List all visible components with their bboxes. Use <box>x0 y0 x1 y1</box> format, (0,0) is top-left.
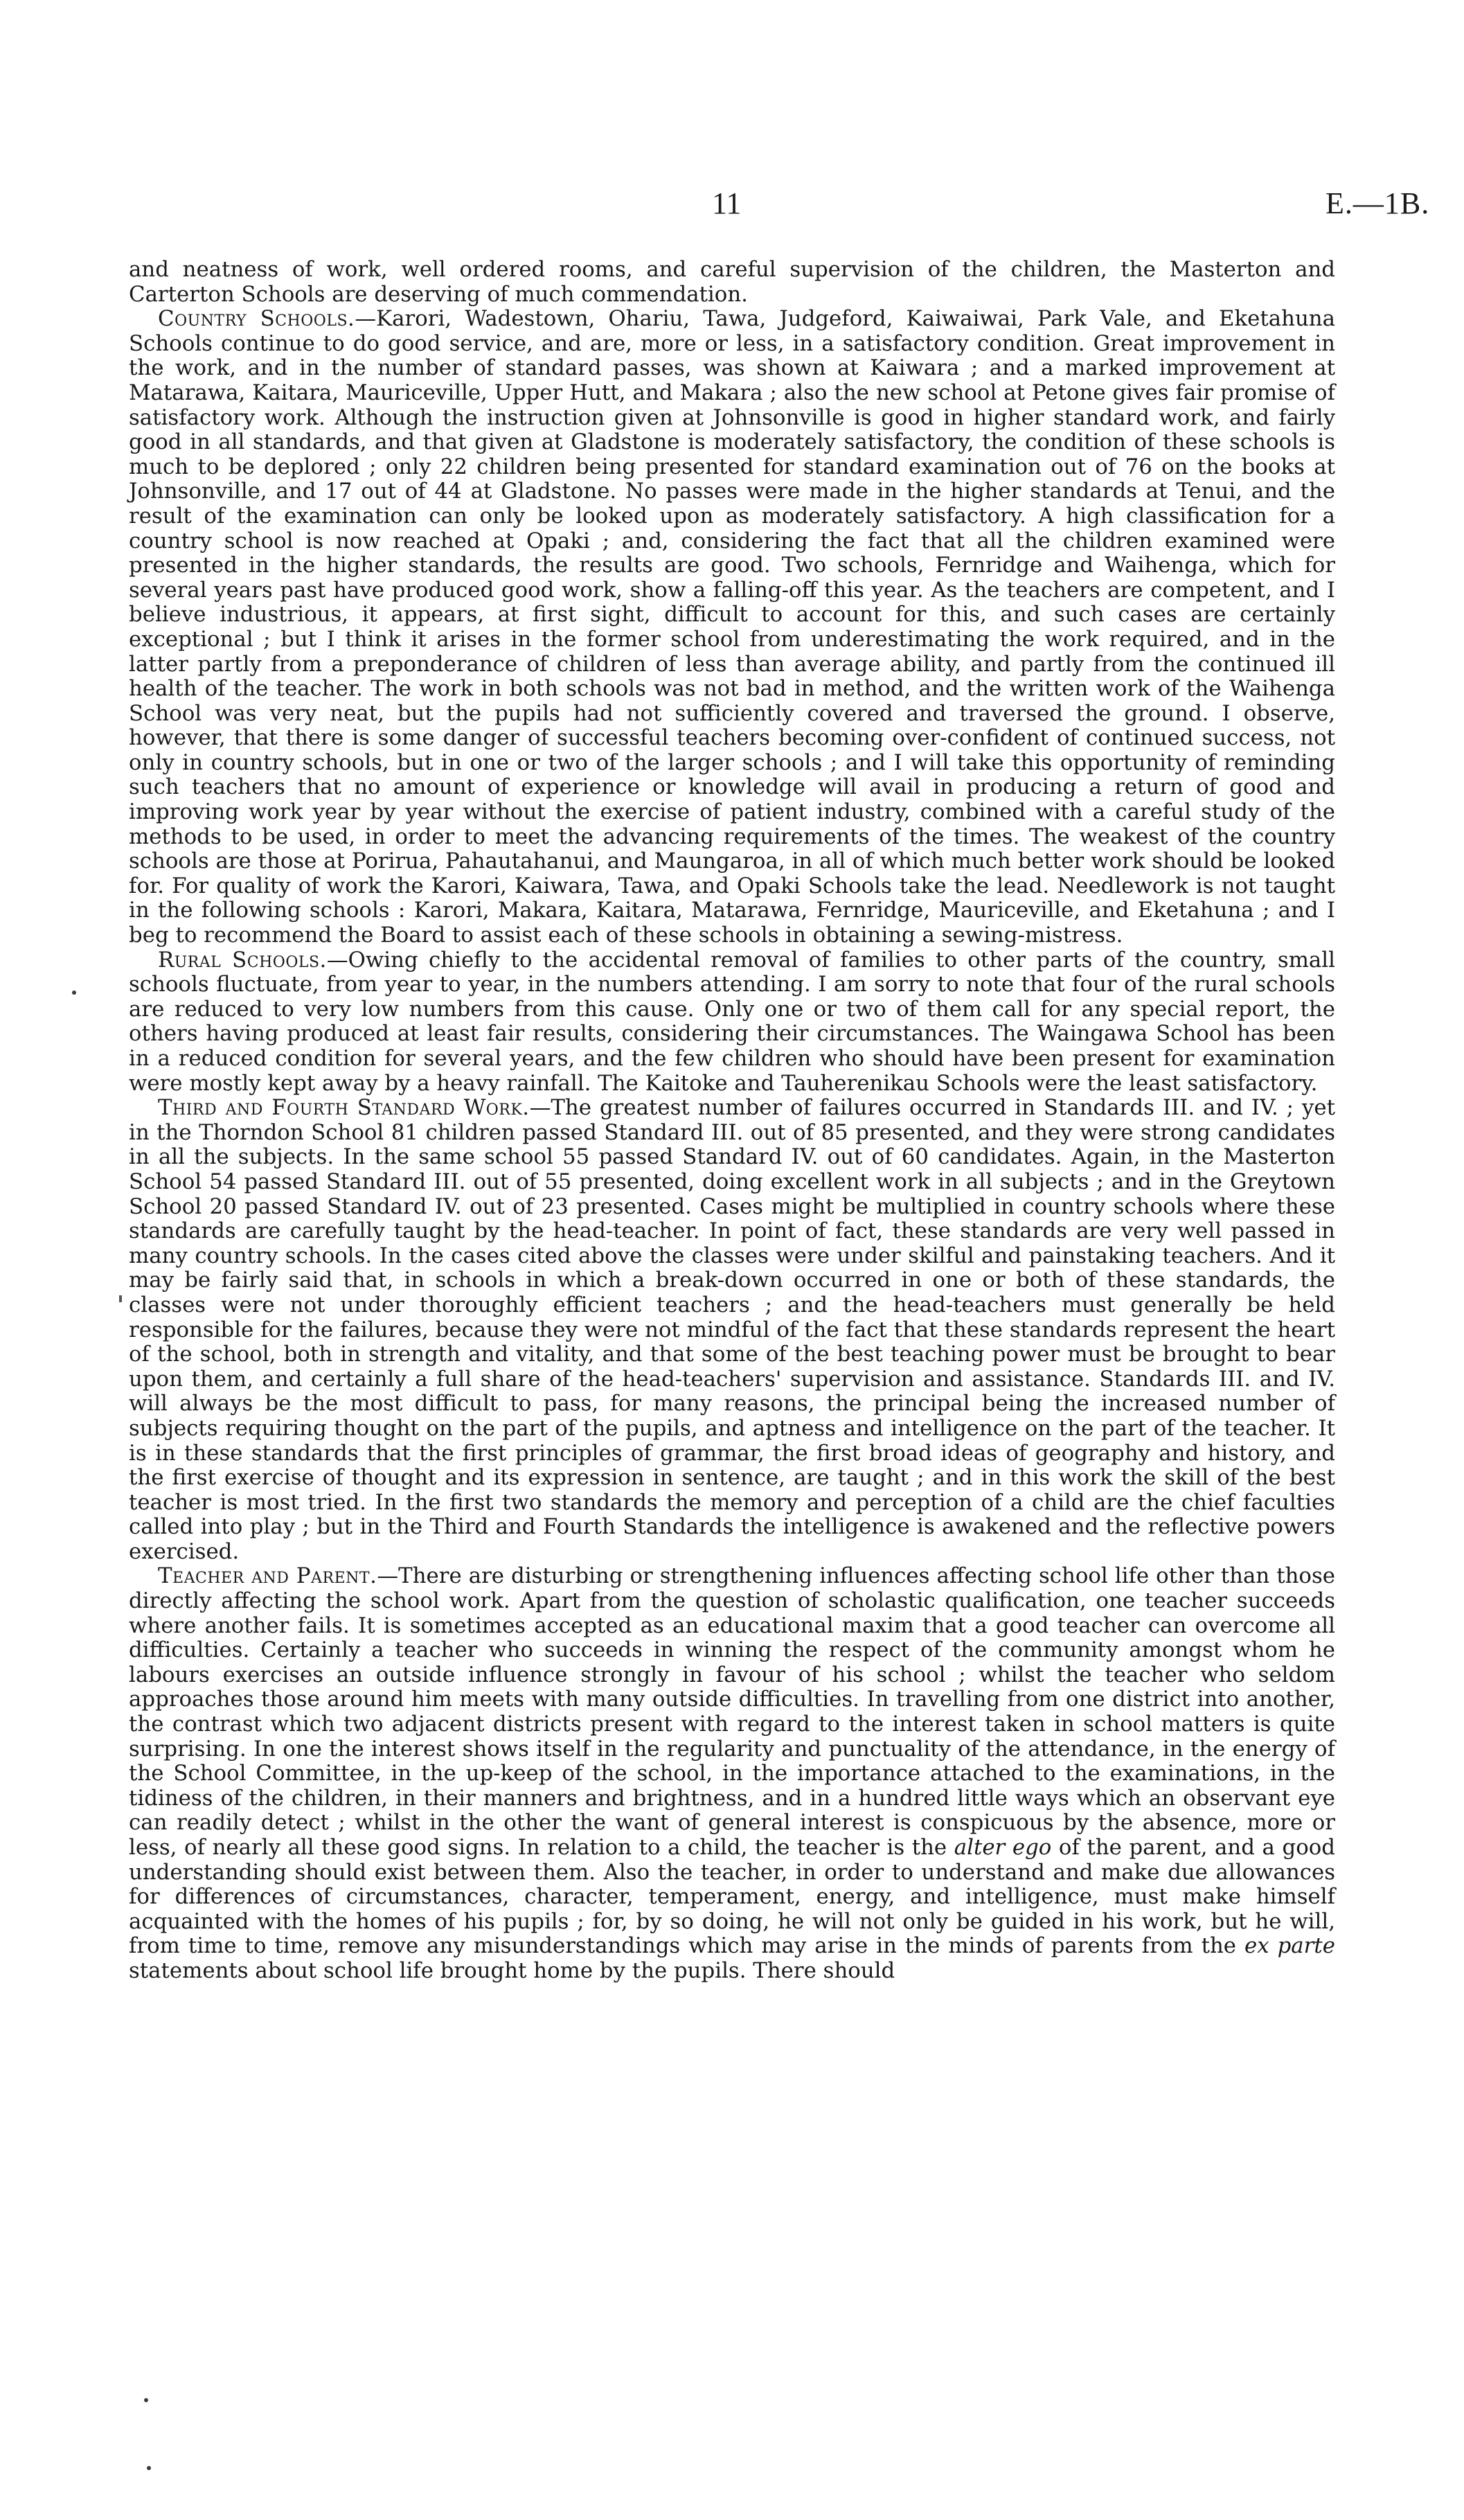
italic-term-ex-parte: ex parte <box>1244 1933 1335 1959</box>
paragraph-third-fourth-standard <box>129 1096 1335 1564</box>
margin-mark <box>147 2466 151 2470</box>
paragraph-country-schools <box>129 307 1335 948</box>
section-heading-country-schools: Country Schools. <box>158 306 355 332</box>
italic-term-alter-ego: alter ego <box>954 1835 1052 1860</box>
page-number: 11 <box>712 186 742 220</box>
paragraph-text: —Owing chiefly to the accidental removal of families to other parts of the country, small schools fluctuate, from year to year, in the numbers attending. I am sorry to note that four of the rural schools are reduced to very low numbers from this cause. Only one or two of them call for any special report, the others having produced at least fair results, considering their circumstances. The Waingawa School has been in a reduced condition for several years, and the few children who should have been present for examination were mostly kept away by a heavy rainfall. The Kaitoke and Tauherenikau Schools were the least satisfactory. <box>129 947 1335 1096</box>
paragraph-text: —Karori, Wadestown, Ohariu, Tawa, Judgeford, Kaiwaiwai, Park Vale, and Eketahuna Schools continue to do good service, and are, more or less, in a satisfactory condition. Great improvement in the work, and in the number of standard passes, was shown at Kaiwara ; and a marked improvement at Matarawa, Kaitara, Mauriceville, Upper Hutt, and Makara ; also the new school at Petone gives fair promise of satisfactory work. Although the instruction given at Johnsonville is good in higher standard work, and fairly good in all standards, and that given at Gladstone is moderately satisfactory, the condition of these schools is much to be deplored ; only 22 children being presented for standard examination out of 76 on the books at Johnsonville, and 17 out of 44 at Gladstone. No passes were made in the higher standards at Tenui, and the result of the examination can only be looked upon as moderately satisfactory. A high classification for a country school is now reached at Opaki ; and, considering the fact that all the children examined were presented in the higher standards, the results are good. Two schools, Fernridge and Waihenga, which for several years past have produced good work, show a falling-off this year. As the teachers are competent, and I believe industrious, it appears, at first sight, difficult to account for this, and such cases are certainly exceptional ; but I think it arises in the former school from underestimating the work required, and in the latter partly from a preponderance of children of less than average ability, and partly from the continued ill health of the teacher. The work in both schools was not bad in method, and the written work of the Waihenga School was very neat, but the pupils had not sufficiently covered and traversed the ground. I observe, however, that there is some danger of successful teachers becoming over-confident of continued success, not only in country schools, but in one or two of the larger schools ; and I will take this opportunity of reminding such teachers that no amount of experience or knowledge will avail in producing a return of good and improving work year by year without the exercise of patient industry, combined with a careful study of the methods to be used, in order to meet the advancing requirements of the times. The weakest of the country schools are those at Porirua, Pahautahanui, and Maungaroa, in all of which much better work should be looked for. For quality of work the Karori, Kaiwara, Tawa, and Opaki Schools take the lead. Needlework is not taught in the following schools : Karori, Makara, Kaitara, Matarawa, Fernridge, Mauriceville, and Eketahuna ; and I beg to recommend the Board to assist each of these schools in obtaining a sewing-mistress. <box>129 306 1335 948</box>
section-heading-third-fourth-standard: Third and Fourth Standard Work. <box>158 1095 530 1121</box>
margin-mark <box>144 2398 148 2402</box>
paragraph-text: and neatness of work, well ordered rooms, and careful supervision of the children, the Masterton and Carterton Schools are deserving of much commendation. <box>129 257 1335 307</box>
section-heading-teacher-and-parent: Teacher and Parent. <box>158 1563 377 1589</box>
paragraph-teacher-and-parent <box>129 1564 1335 1983</box>
paragraph-intro <box>129 258 1335 307</box>
paragraph-text: —The greatest number of failures occurred in Standards III. and IV. ; yet in the Thorndon School 81 children passed Standard III. out of 85 presented, and they were strong candidates in all the subjects. In the same school 55 passed Standard IV. out of 60 candidates. Again, in the Masterton School 54 passed Standard III. out of 55 presented, doing excellent work in all subjects ; and in the Greytown School 20 passed Standard IV. out of 23 presented. Cases might be multiplied in country schools where these standards are carefully taught by the head-teacher. In point of fact, these standards are very well passed in many country schools. In the cases cited above the classes were under skilful and painstaking teachers. And it may be fairly said that, in schools in which a break-down occurred in one or both of these standards, the classes were not under thoroughly efficient teachers ; and the head-teachers must generally be held responsible for the failures, because they were not mindful of the fact that these standards represent the heart of the school, both in strength and vitality, and that some of the best teaching power must be brought to bear upon them, and certainly a full share of the head-teachers' supervision and assistance. Standards III. and IV. will always be the most difficult to pass, for many reasons, the principal being the increased number of subjects requiring thought on the part of the pupils, and aptness and intelligence on the part of the teacher. It is in these standards that the first principles of grammar, the first broad ideas of geography and history, and the first exercise of thought and its expression in sentence, are taught ; and in this work the skill of the best teacher is most tried. In the first two standards the memory and perception of a child are the chief faculties called into play ; but in the Third and Fourth Standards the intelligence is awakened and the reflective powers exercised. <box>129 1095 1336 1564</box>
document-reference: E.—1B. <box>1325 186 1430 220</box>
paragraph-text-continued: of the parent, and a good understanding should exist between them. Also the teacher, in order to understand and make due allowances for differences of circumstances, character, temperament, energy, and intelligence, must make himself acquainted with the homes of his pupils ; for, by so doing, he will not only be guided in his work, but he will, from time to time, remove any misunderstandings which may arise in the minds of parents from the <box>129 1835 1335 1959</box>
margin-mark <box>72 991 76 995</box>
margin-mark <box>119 1295 122 1302</box>
paragraph-text: —There are disturbing or strengthening influences affecting school life other than those directly affecting the school work. Apart from the question of scholastic qualification, one teacher succeeds where another fails. It is sometimes accepted as an educational maxim that a good teacher can overcome all difficulties. Certainly a teacher who succeeds in winning the respect of the community amongst whom he labours exercises an outside influence strongly in favour of his school ; whilst the teacher who seldom approaches those around him meets with many outside difficulties. In travelling from one district into another, the contrast which two adjacent districts present with regard to the interest taken in school matters is quite surprising. In one the interest shows itself in the regularity and punctuality of the attendance, in the energy of the School Committee, in the up-keep of the school, in the importance attached to the examinations, in the tidiness of the children, in their manners and brightness, and in a hundred little ways which an observant eye can readily detect ; whilst in the other the want of general interest is conspicuous by the absence, more or less, of nearly all these good signs. In relation to a child, the teacher is the <box>129 1563 1336 1860</box>
paragraph-rural-schools <box>129 948 1335 1097</box>
paragraph-text-end: statements about school life brought home by the pupils. There should <box>129 1958 895 1983</box>
document-body <box>129 258 1335 1984</box>
section-heading-rural-schools: Rural Schools. <box>158 947 327 973</box>
